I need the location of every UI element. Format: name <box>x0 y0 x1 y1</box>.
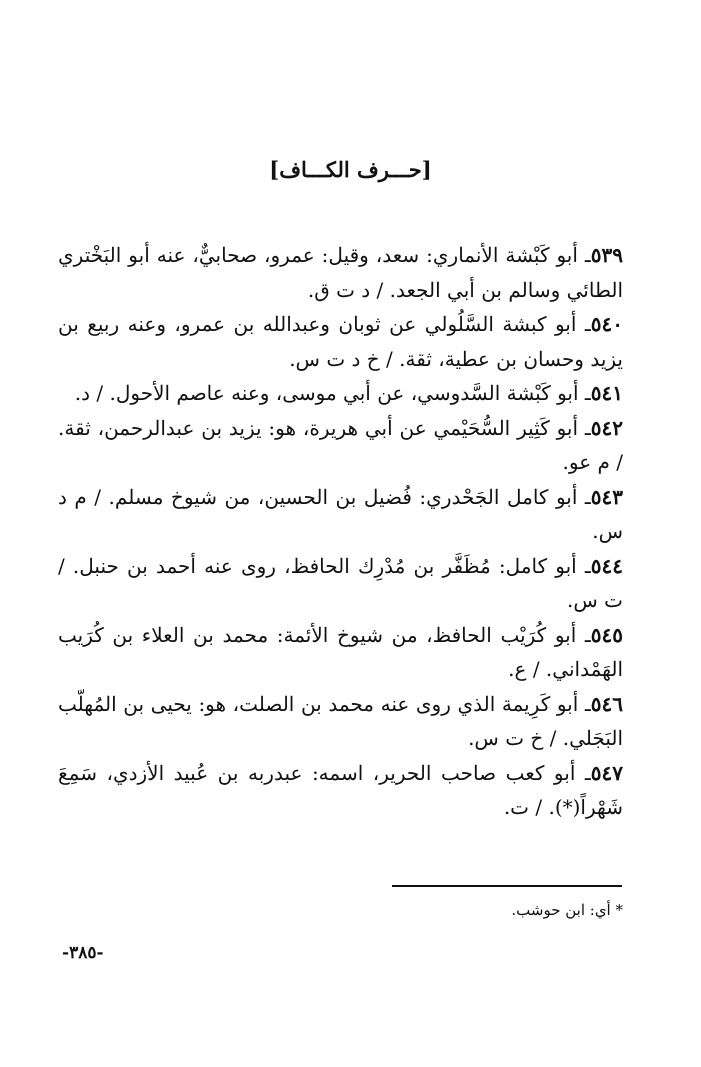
page-number: -٣٨٥- <box>62 943 104 963</box>
entry-number: ٥٤٢ <box>590 415 624 440</box>
entry-539 <box>58 238 623 307</box>
entry-number: ٥٤٥ <box>590 622 623 647</box>
entry-541 <box>58 376 623 411</box>
entry-separator: ـ <box>578 691 591 716</box>
entry-text: أبو كعب صاحب الحرير، اسمه: عبدربه بن عُبيد الأزدي، سَمِعَ شَهْراً(*). / ت. <box>58 760 623 819</box>
entry-542 <box>58 411 623 480</box>
entry-546 <box>58 687 623 756</box>
footnote: * أي: ابن حوشب. <box>511 901 623 919</box>
entry-separator: ـ <box>576 553 591 578</box>
entry-number: ٥٤٠ <box>590 312 623 336</box>
entry-547 <box>58 756 623 825</box>
entry-separator: ـ <box>576 312 591 336</box>
entry-text: أبو كبشة السَّلُولي عن ثوبان وعبدالله بن عمرو، وعنه ربيع بن يزيد وحسان بن عطية، ثقة. / خ د ت س. <box>58 312 623 371</box>
entry-number: ٥٤١ <box>590 381 623 405</box>
chapter-heading: [حـــرف الكـــاف] <box>269 157 432 182</box>
entry-number: ٥٤٣ <box>590 484 624 509</box>
entry-number: ٥٤٤ <box>590 553 623 578</box>
entries-list <box>58 238 623 825</box>
entry-number: ٥٤٦ <box>590 691 623 716</box>
entry-text: أبو كَبْشة السَّدوسي، عن أبي موسى، وعنه عاصم الأحول. / د. <box>74 381 579 405</box>
entry-543 <box>58 480 623 549</box>
entry-545 <box>58 618 623 687</box>
entry-544 <box>58 549 623 618</box>
entry-text: أبو كَرِيمة الذي روى عنه محمد بن الصلت، هو: يحيى بن المُهلّب البَجَلي. / خ ت س. <box>58 691 623 750</box>
entry-text: أبو كَبْشة الأنماري: سعد، وقيل: عمرو، صحابيٌّ، عنه أبو البَخْتري الطائي وسالم بن أبي الجعد. / د ت ق. <box>58 243 623 302</box>
entry-separator: ـ <box>578 381 591 405</box>
entry-number: ٥٣٩ <box>590 243 623 267</box>
footnote-divider <box>392 885 622 887</box>
entry-separator: ـ <box>577 484 591 509</box>
entry-text: أبو كَثِير السُّحَيْمي عن أبي هريرة، هو: يزيد بن عبدالرحمن، ثقة. / م عو. <box>58 415 623 474</box>
entry-number: ٥٤٧ <box>590 760 624 785</box>
entry-separator: ـ <box>576 622 591 647</box>
entry-text: أبو كامل الجَحْدري: فُضيل بن الحسين، من شيوخ مسلم. / م د س. <box>58 484 623 543</box>
entry-text: أبو كُرَيْب الحافظ، من شيوخ الأئمة: محمد بن العلاء بن كُرَيب الهَمْداني. / ع. <box>58 622 623 681</box>
entry-separator: ـ <box>577 243 591 267</box>
entry-540 <box>58 307 623 376</box>
entry-separator: ـ <box>578 415 591 440</box>
entry-separator: ـ <box>575 760 591 785</box>
entry-text: أبو كامل: مُظَفَّر بن مُدْرِك الحافظ، روى عنه أحمد بن حنبل. / ت س. <box>58 553 623 612</box>
